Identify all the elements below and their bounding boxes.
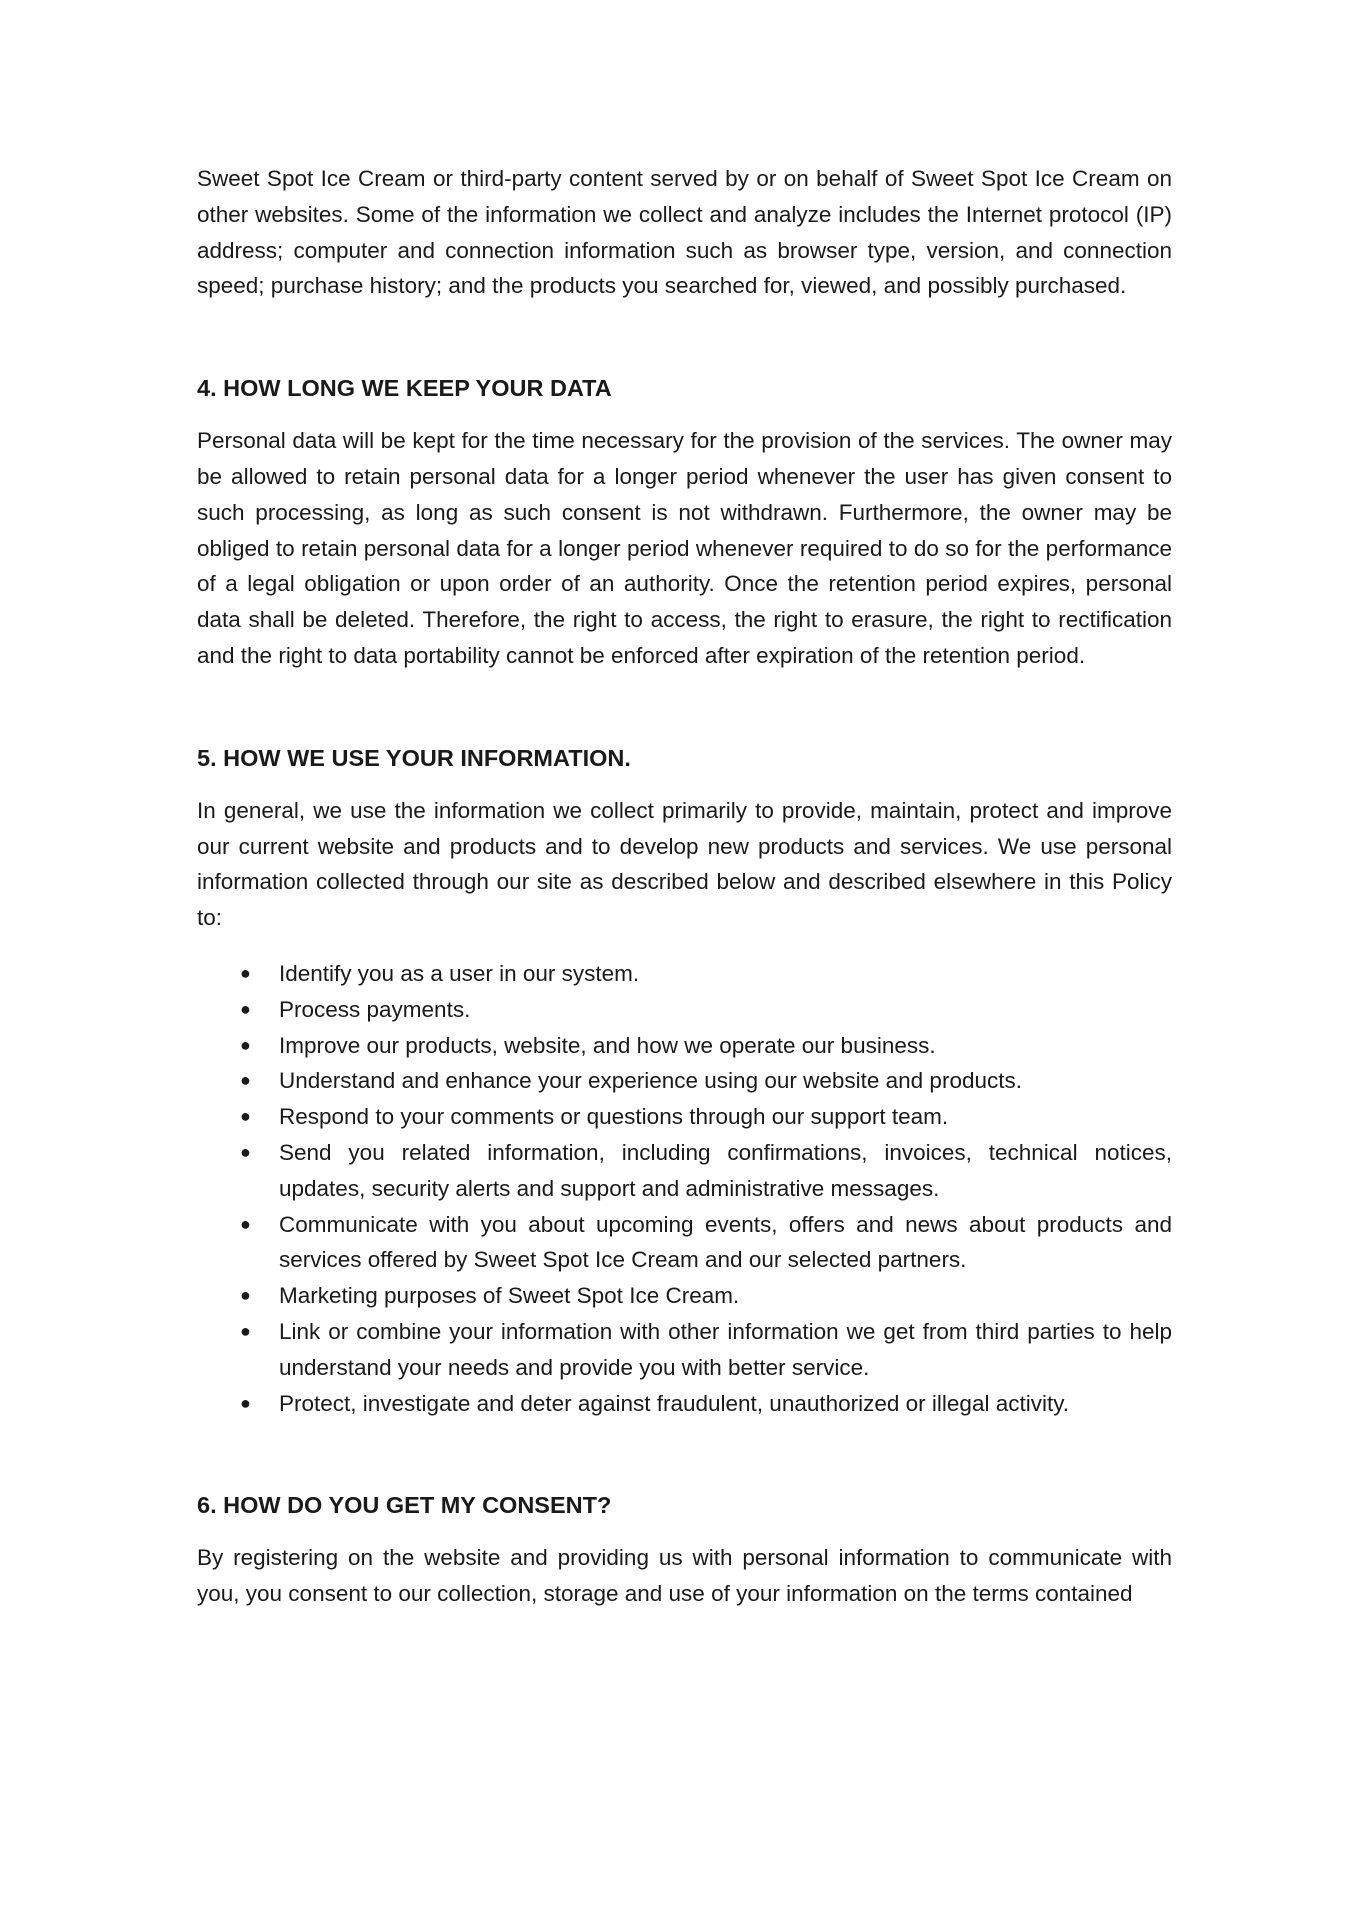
- bullet-icon: ●: [240, 962, 251, 983]
- list-item: ● Link or combine your information with other information we get from third parties to help understand your needs and provide you with better service.: [197, 1314, 1172, 1386]
- section-5-heading: 5. HOW WE USE YOUR INFORMATION.: [197, 744, 631, 771]
- list-item: ● Process payments.: [197, 992, 1172, 1028]
- list-item: ● Identify you as a user in our system.: [197, 956, 1172, 992]
- bullet-icon: ●: [240, 1034, 251, 1055]
- section-4-heading: 4. HOW LONG WE KEEP YOUR DATA: [197, 375, 612, 402]
- section-4-paragraph: Personal data will be kept for the time necessary for the provision of the services. The owner may be allowed to retain personal data for a longer period whenever the user has given consent to such processing, as long as such consent is not withdrawn. Furthermore, the owner may be obliged to retain personal data for a longer period whenever required to do so for the performance of a legal obligation or upon order of an authority. Once the retention period expires, personal data shall be deleted. Therefore, the right to access, the right to erasure, the right to rectification and the right to data portability cannot be enforced after expiration of the retention period.: [197, 428, 1172, 668]
- list-item: ● Send you related information, including confirmations, invoices, technical notices, updates, security alerts and support and administrative messages.: [197, 1135, 1172, 1207]
- bullet-icon: ●: [240, 1070, 251, 1091]
- bullet-icon: ●: [240, 1285, 251, 1306]
- intro-paragraph: Sweet Spot Ice Cream or third-party content served by or on behalf of Sweet Spot Ice Cream on other websites. Some of the information we collect and analyze includes the Internet protocol (IP) address; computer and connection information such as browser type, version, and connection speed; purchase history; and the products you searched for, viewed, and possibly purchased.: [197, 166, 1172, 299]
- bullet-icon: ●: [240, 1106, 251, 1127]
- section-6-heading: 6. HOW DO YOU GET MY CONSENT?: [197, 1492, 612, 1519]
- section-5-paragraph: In general, we use the information we collect primarily to provide, maintain, protect and improve our current website and products and to develop new products and services. We use personal information collected through our site as described below and described elsewhere in this Policy to:: [197, 797, 1172, 931]
- list-item: ● Respond to your comments or questions through our support team.: [197, 1099, 1172, 1135]
- bullet-icon: ●: [240, 1141, 251, 1162]
- list-item: ● Protect, investigate and deter against fraudulent, unauthorized or illegal activity.: [197, 1386, 1172, 1422]
- section-6-paragraph: By registering on the website and providing us with personal information to communicate with you, you consent to our collection, storage and use of your information on the terms contained: [197, 1545, 1172, 1607]
- bullet-icon: ●: [240, 1320, 251, 1341]
- list-item: ● Understand and enhance your experience using our website and products.: [197, 1063, 1172, 1099]
- bullet-icon: ●: [240, 1392, 251, 1413]
- list-item: ● Improve our products, website, and how we operate our business.: [197, 1028, 1172, 1064]
- document-page: [197, 161, 1172, 1612]
- list-item: ● Communicate with you about upcoming events, offers and news about products and services offered by Sweet Spot Ice Cream and our selected partners.: [197, 1207, 1172, 1279]
- bullet-icon: ●: [240, 998, 251, 1019]
- bullet-icon: ●: [240, 1213, 251, 1234]
- list-item: ● Marketing purposes of Sweet Spot Ice Cream.: [197, 1278, 1172, 1314]
- section-5-bullet-list: [197, 956, 1172, 1421]
